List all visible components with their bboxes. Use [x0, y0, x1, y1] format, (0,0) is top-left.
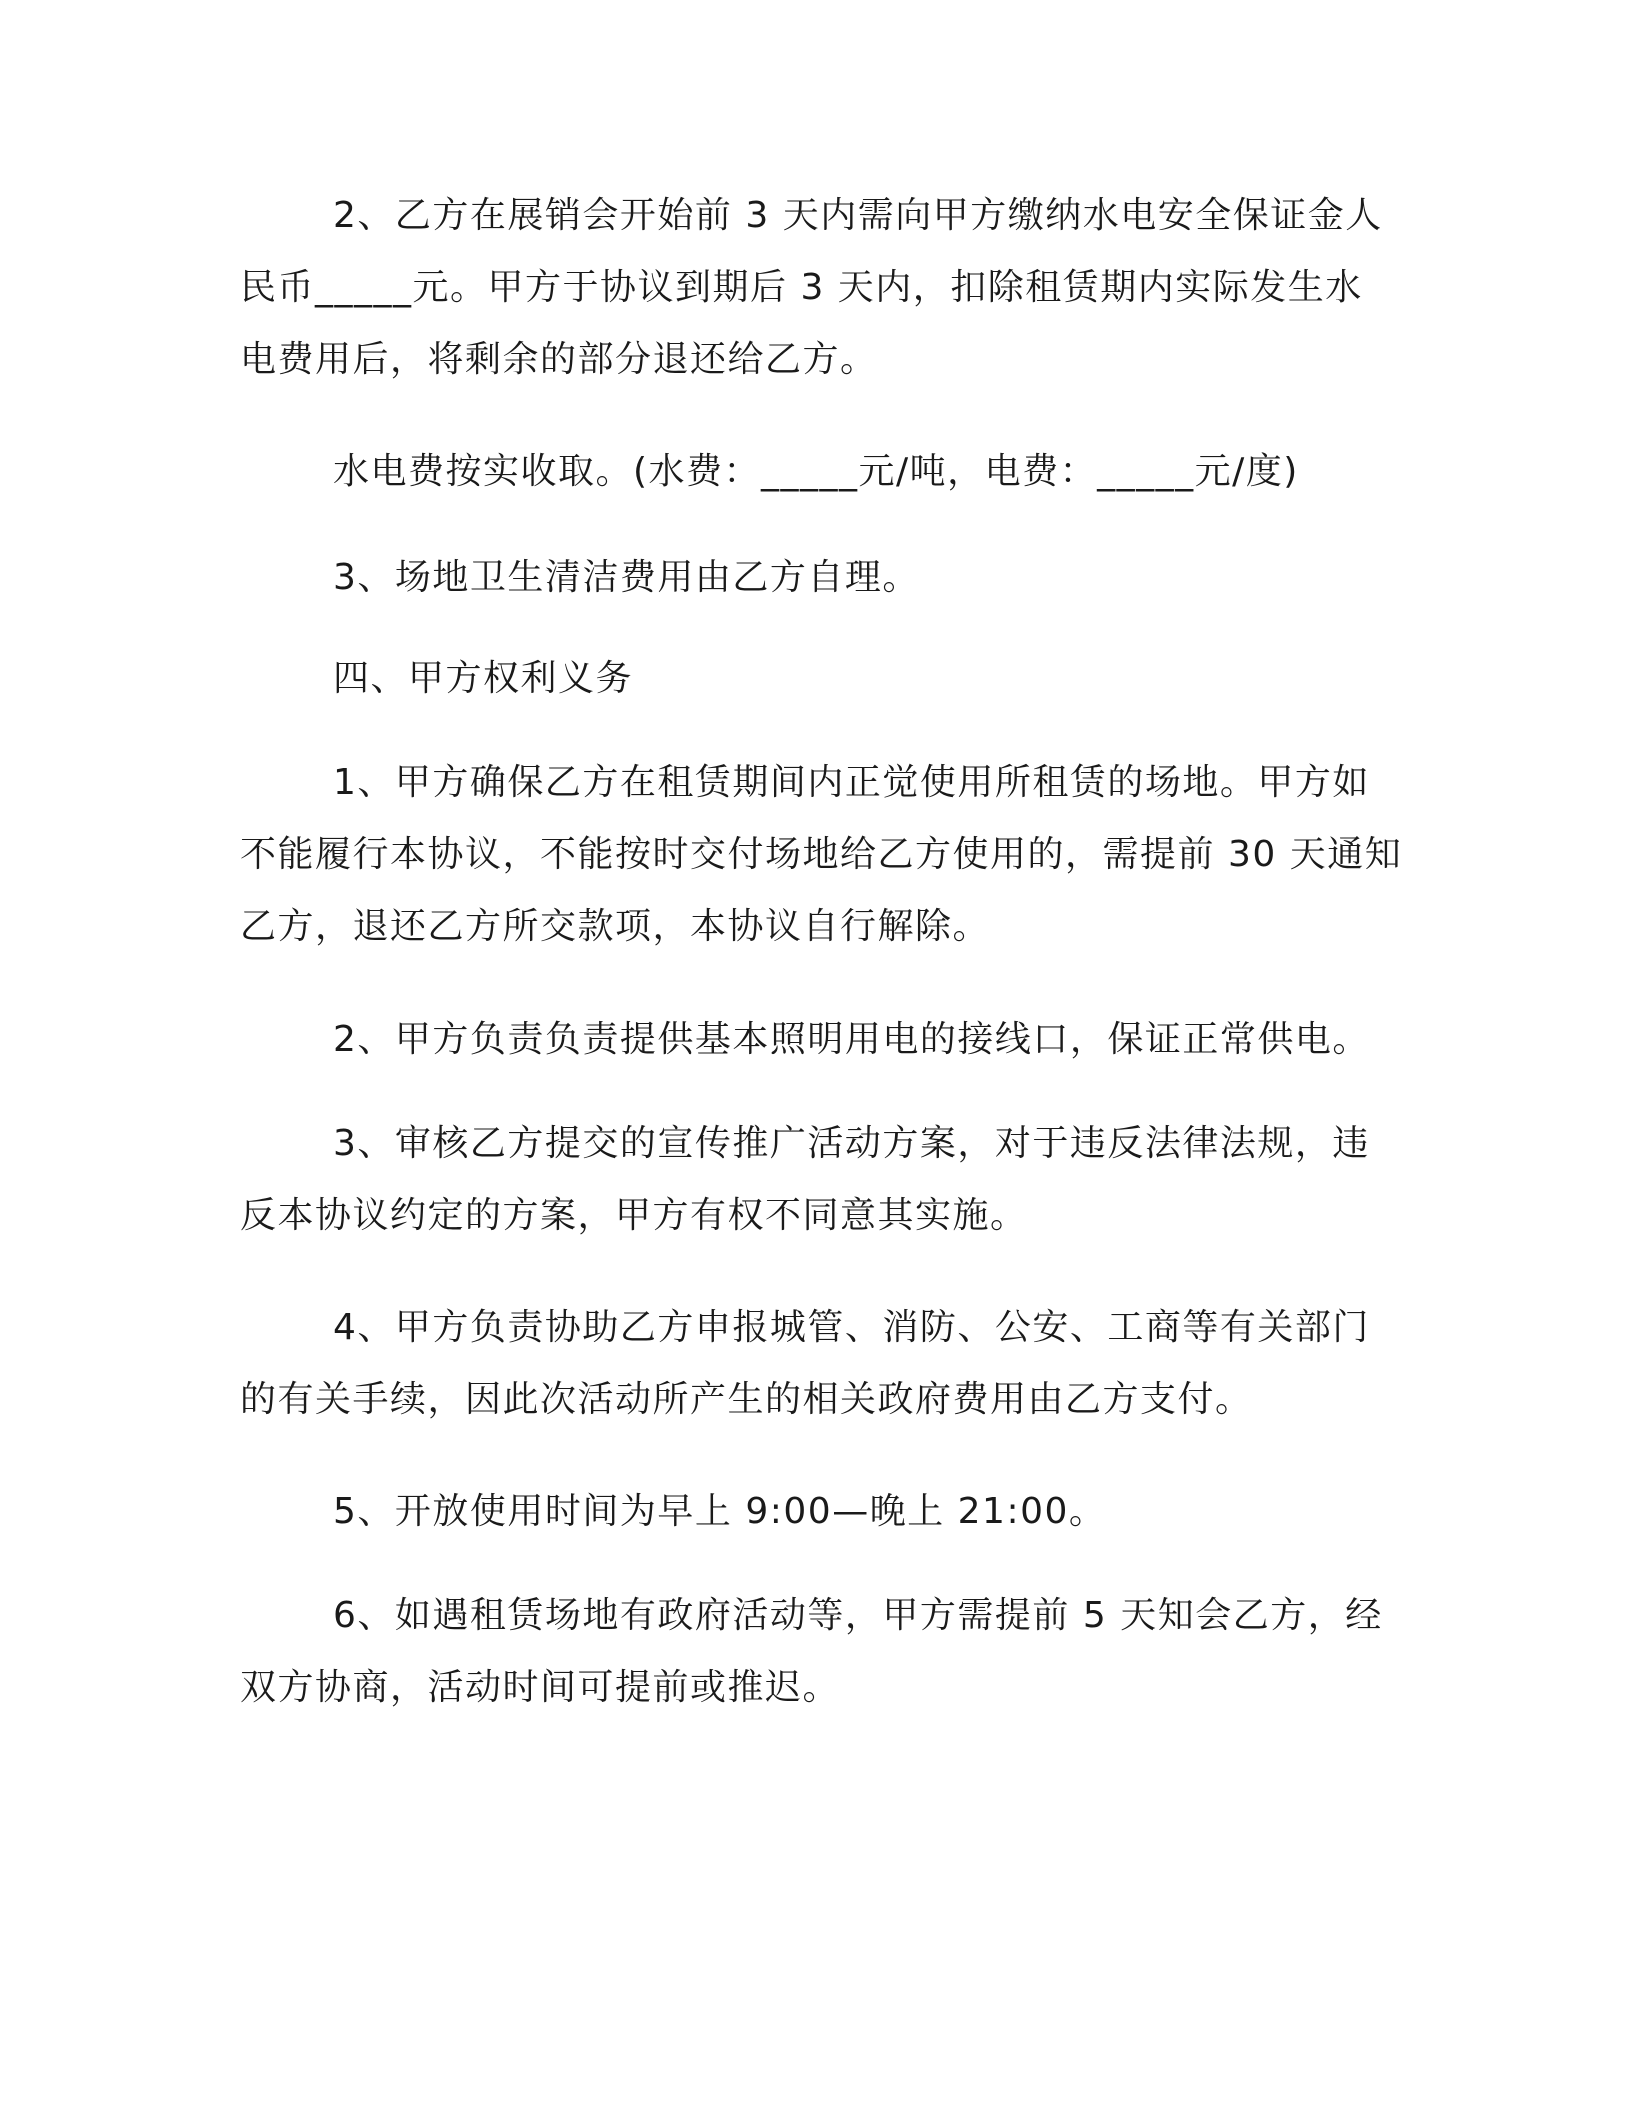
text-line: 6、如遇租赁场地有政府活动等，甲方需提前 5 天知会乙方，经	[333, 1595, 1383, 1636]
section-heading-party-a-rights	[240, 643, 1380, 715]
paragraph-permits-assistance	[240, 1292, 1380, 1436]
text-line: 水电费按实收取。(水费：_____元/吨，电费：_____元/度)	[333, 451, 1299, 492]
paragraph-power-supply	[240, 1004, 1380, 1076]
text-line: 不能履行本协议，不能按时交付场地给乙方使用的，需提前 30 天通知	[240, 834, 1403, 875]
paragraph-venue-guarantee	[240, 747, 1403, 963]
paragraph-water-electricity-deposit	[240, 180, 1383, 396]
text-line: 反本协议约定的方案，甲方有权不同意其实施。	[240, 1195, 1028, 1236]
text-line: 4、甲方负责协助乙方申报城管、消防、公安、工商等有关部门	[333, 1307, 1370, 1348]
text-line: 民币_____元。甲方于协议到期后 3 天内，扣除租赁期内实际发生水	[240, 267, 1363, 308]
text-line: 电费用后，将剩余的部分退还给乙方。	[240, 339, 878, 380]
text-line: 2、甲方负责负责提供基本照明用电的接线口，保证正常供电。	[333, 1019, 1370, 1060]
paragraph-water-electricity-rates	[240, 436, 1380, 508]
text-line: 1、甲方确保乙方在租赁期间内正觉使用所租赁的场地。甲方如	[333, 762, 1370, 803]
text-line: 双方协商，活动时间可提前或推迟。	[240, 1667, 841, 1708]
text-line: 3、审核乙方提交的宣传推广活动方案，对于违反法律法规，违	[333, 1123, 1370, 1164]
text-line: 四、甲方权利义务	[333, 658, 634, 699]
paragraph-cleaning-fee	[240, 542, 1380, 614]
paragraph-government-events	[240, 1580, 1383, 1724]
text-line: 2、乙方在展销会开始前 3 天内需向甲方缴纳水电安全保证金人	[333, 195, 1383, 236]
text-line: 的有关手续，因此次活动所产生的相关政府费用由乙方支付。	[240, 1379, 1253, 1420]
text-line: 5、开放使用时间为早上 9:00—晚上 21:00。	[333, 1491, 1107, 1532]
text-line: 乙方，退还乙方所交款项，本协议自行解除。	[240, 906, 991, 947]
paragraph-opening-hours	[240, 1476, 1380, 1548]
paragraph-plan-review	[240, 1108, 1380, 1252]
text-line: 3、场地卫生清洁费用由乙方自理。	[333, 557, 920, 598]
